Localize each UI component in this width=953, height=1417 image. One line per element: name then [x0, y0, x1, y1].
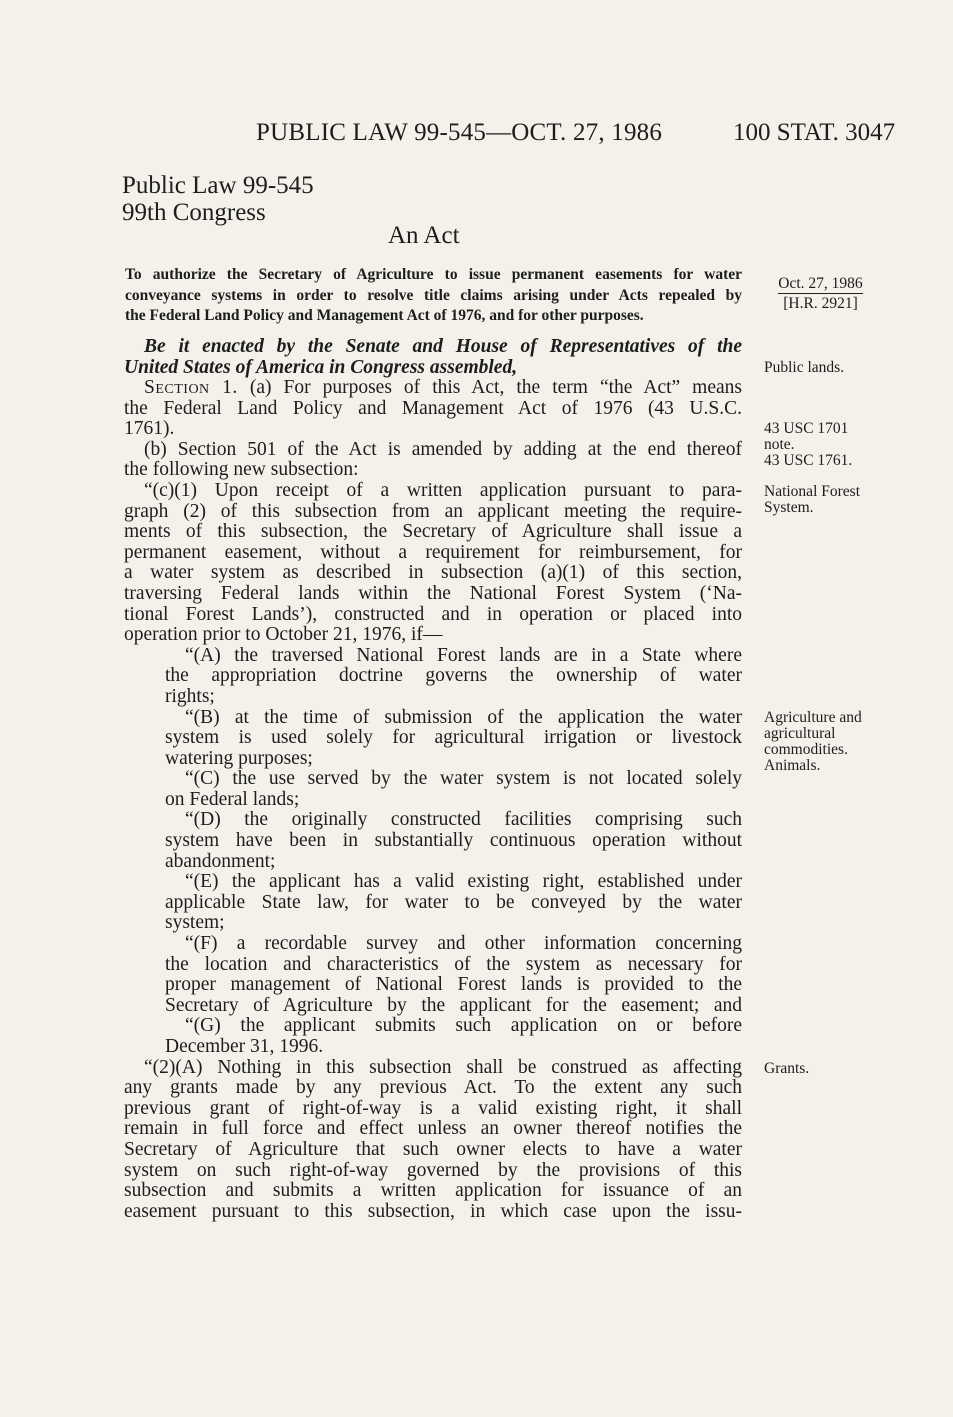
enacting-clause	[124, 337, 742, 378]
body-line: system have been in substantially continuous operation without	[165, 831, 742, 852]
body-line: “(2)(A) Nothing in this subsection shall be construed as affecting	[144, 1057, 742, 1078]
usc-citation: 43 USC 1761.	[764, 452, 853, 469]
margin-note-public-lands: Public lands.	[764, 359, 845, 376]
body-line: “(c)(1) Upon receipt of a written application pursuant to para-	[144, 480, 742, 501]
body-line: abandonment;	[165, 851, 276, 872]
body-line: remain in full force and effect unless an owner thereof notifies the	[124, 1119, 742, 1140]
purpose-clause	[125, 266, 742, 346]
approval-date: Oct. 27, 1986	[778, 275, 863, 292]
enacting-line: Be it enacted by the Senate and House of Representatives of the	[144, 337, 742, 357]
body-line: rights;	[165, 686, 215, 707]
body-line: operation prior to October 21, 1976, if—	[124, 625, 443, 646]
margin-note-line: System.	[764, 499, 814, 516]
body-line: “(A) the traversed National Forest lands are in a State where	[185, 645, 742, 666]
section-body	[124, 378, 742, 1222]
date-note	[763, 275, 878, 313]
usc-note: note.	[764, 436, 795, 453]
margin-note-grants: Grants.	[764, 1060, 810, 1077]
body-line: “(F) a recordable survey and other information concerning	[185, 934, 742, 955]
body-line: system;	[165, 913, 225, 934]
purpose-line: the Federal Land Policy and Management Act of 1976, and for other purposes.	[125, 307, 644, 325]
body-line: “(E) the applicant has a valid existing right, established under	[185, 872, 742, 893]
margin-note-line: commodities.	[764, 741, 848, 758]
body-line: “(G) the applicant submits such application on or before	[185, 1016, 742, 1037]
margin-note-usc	[764, 421, 904, 469]
law-number: Public Law 99-545	[122, 172, 314, 199]
body-line: the following new subsection:	[124, 460, 359, 481]
purpose-line: conveyance systems in order to resolve title claims arising under Acts repealed by	[125, 286, 742, 304]
body-line: previous grant of right-of-way is a valid existing right, it shall	[124, 1098, 742, 1119]
margin-note-line: National Forest	[764, 483, 860, 500]
margin-note-line: Agriculture and	[764, 709, 862, 726]
body-line	[124, 378, 742, 399]
body-line: on Federal lands;	[165, 789, 300, 810]
body-line: system is used solely for agricultural irrigation or livestock	[165, 728, 742, 749]
body-line: tional Forest Lands’), constructed and in operation or placed into	[124, 604, 742, 625]
body-line: applicable State law, for water to be conveyed by the water	[165, 892, 742, 913]
running-head: PUBLIC LAW 99-545—OCT. 27, 1986	[256, 119, 663, 146]
body-line: (b) Section 501 of the Act is amended by adding at the end thereof	[144, 439, 742, 460]
act-heading: An Act	[388, 222, 460, 249]
body-line: the appropriation doctrine governs the ownership of water	[165, 666, 742, 687]
body-line: graph (2) of this subsection from an applicant meeting the require-	[124, 501, 742, 522]
body-line: 1761).	[124, 419, 175, 440]
body-line: December 31, 1996.	[165, 1037, 324, 1057]
body-line: Secretary of Agriculture by the applicant for the easement; and	[165, 995, 742, 1016]
section-label: Section 1.	[144, 378, 238, 398]
body-line: the location and characteristics of the system as necessary for	[165, 954, 742, 975]
body-line: Secretary of Agriculture that such owner elects to have a water	[124, 1139, 742, 1160]
body-line: subsection and submits a written application for issuance of an	[124, 1181, 742, 1202]
body-line: ments of this subsection, the Secretary of Agriculture shall issue a	[124, 522, 742, 543]
body-line: proper management of National Forest lands is provided to the	[165, 975, 742, 996]
body-line: “(C) the use served by the water system is not located solely	[185, 769, 742, 790]
stat-reference: 100 STAT. 3047	[733, 119, 896, 146]
enacting-line: United States of America in Congress assembled,	[124, 357, 518, 378]
body-line: a water system as described in subsection (a)(1) of this section,	[124, 563, 742, 584]
body-line: watering purposes;	[165, 748, 313, 769]
body-line: “(B) at the time of submission of the application the water	[185, 707, 742, 728]
margin-note-national-forest	[764, 484, 904, 516]
usc-citation: 43 USC 1701	[764, 420, 849, 437]
bill-number: [H.R. 2921]	[783, 295, 858, 312]
body-line: “(D) the originally constructed facilities comprising such	[185, 810, 742, 831]
congress: 99th Congress	[122, 199, 266, 226]
body-line: the Federal Land Policy and Management Act of 1976 (43 U.S.C.	[124, 398, 742, 419]
body-line-text: (a) For purposes of this Act, the term “the Act” means	[237, 378, 742, 398]
body-line: easement pursuant to this subsection, in which case upon the issu-	[124, 1201, 742, 1222]
body-line: any grants made by any previous Act. To the extent any such	[124, 1078, 742, 1099]
purpose-line: To authorize the Secretary of Agriculture to issue permanent easements for water	[125, 266, 742, 283]
margin-note-line: Animals.	[764, 757, 821, 774]
margin-note-line: agricultural	[764, 725, 836, 742]
body-line: permanent easement, without a requirement for reimbursement, for	[124, 542, 742, 563]
body-line: traversing Federal lands within the National Forest System (‘Na-	[124, 583, 742, 604]
margin-note-agriculture	[764, 710, 904, 774]
body-line: system on such right-of-way governed by the provisions of this	[124, 1160, 742, 1181]
